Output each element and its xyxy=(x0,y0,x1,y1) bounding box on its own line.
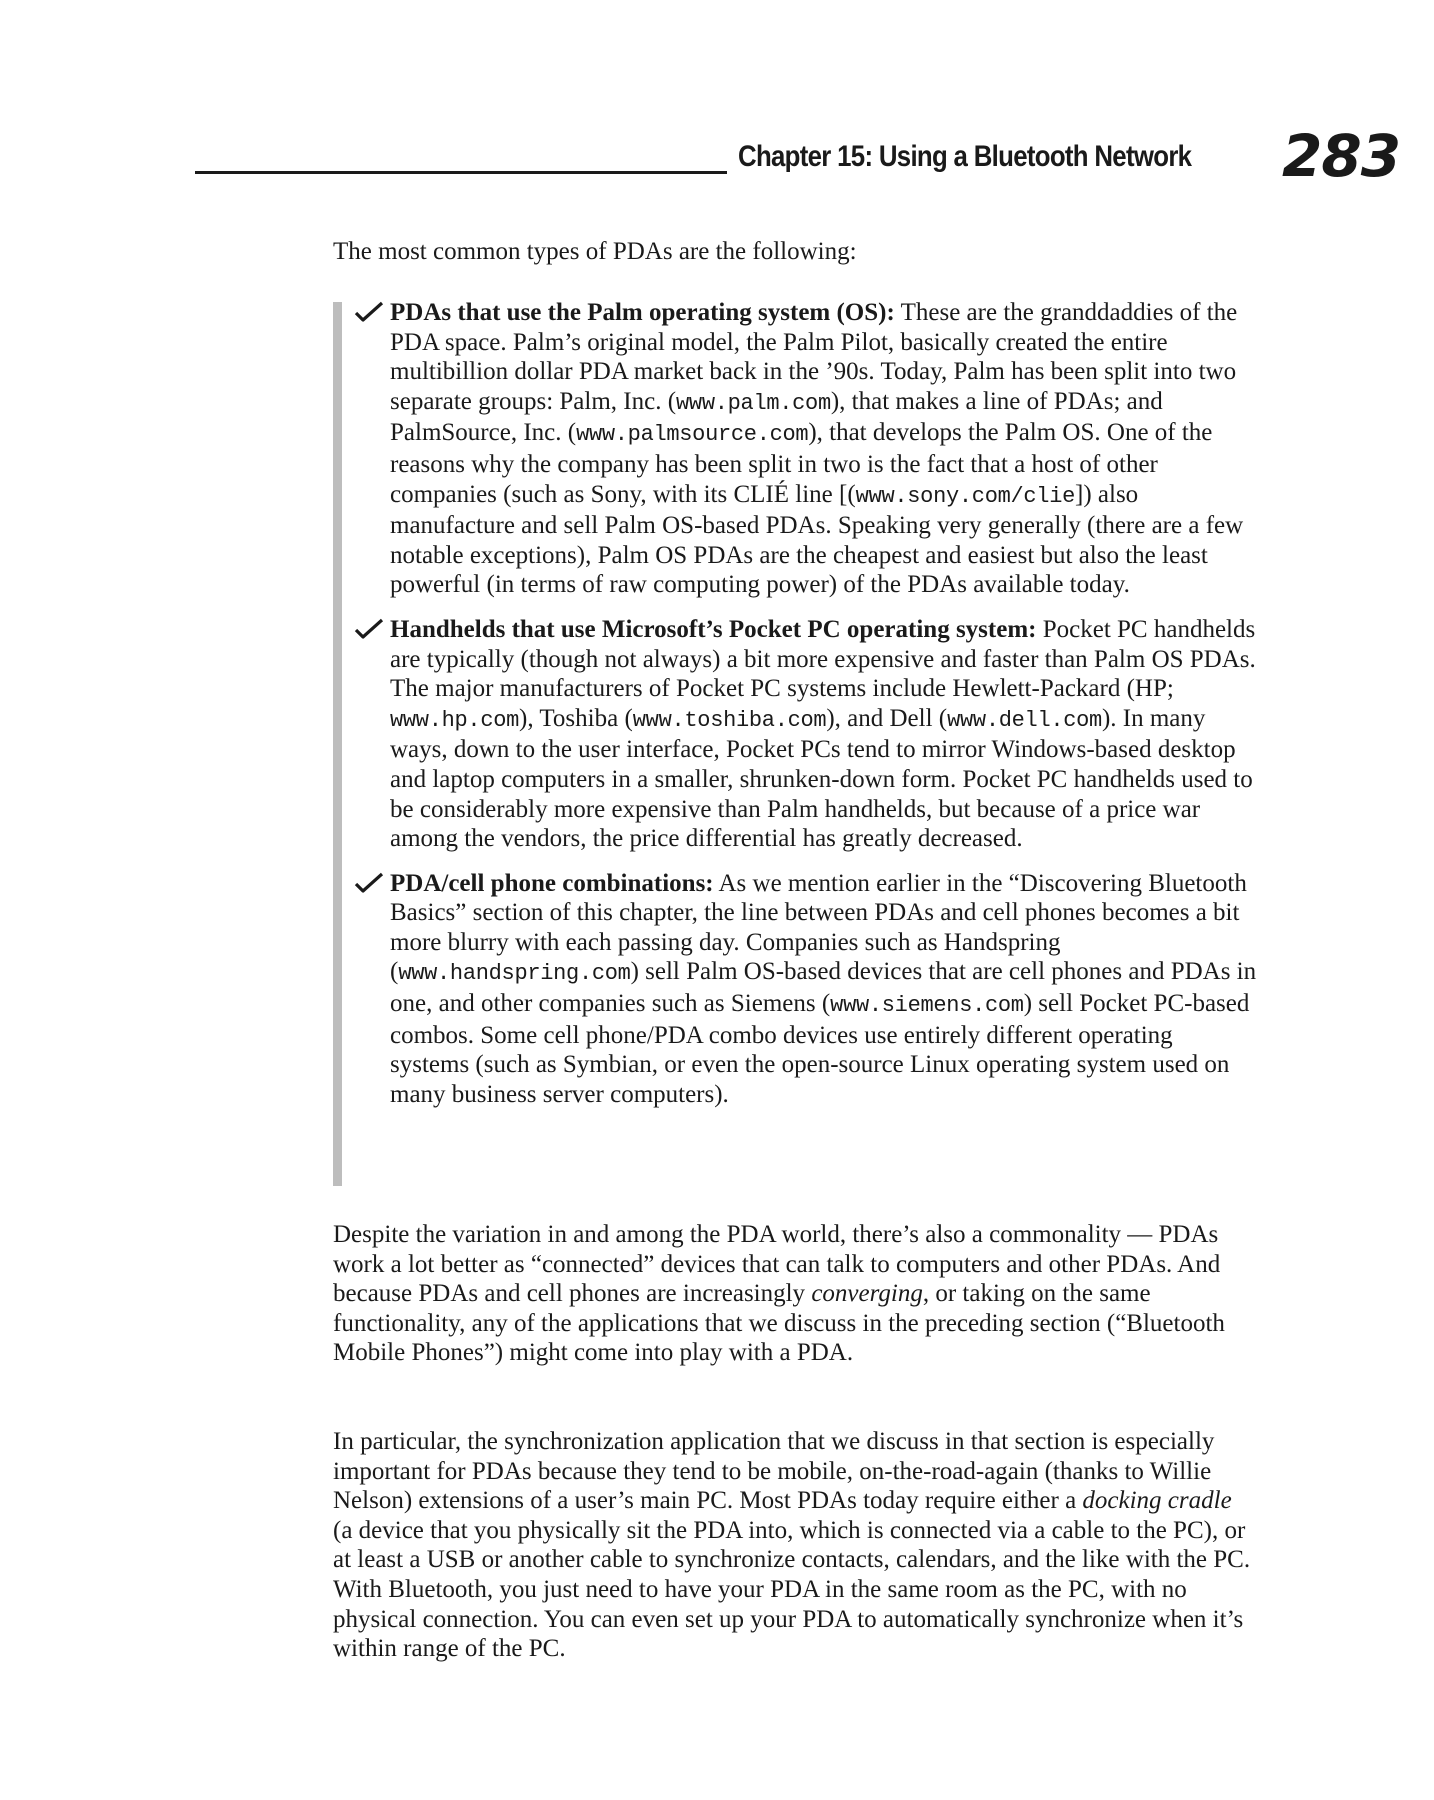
dell-url-link[interactable]: www.dell.com xyxy=(947,707,1102,733)
intro-text: The most common types of PDAs are the following: xyxy=(333,238,857,265)
siemens-url-link[interactable]: www.siemens.com xyxy=(830,993,1024,1019)
list-item: PDAs that use the Palm operating system (OS): These are the granddaddies of the PDA space. Palm’s original model, the Palm Pilot, basically created the entire multibillion dollar PDA market back in the ’90s. Today, Palm has been split into two separate groups: Palm, Inc. (www.palm.com), that makes a line of PDAs; and PalmSource, Inc. (www.palmsource.com), that develops the Palm OS. One of the reasons why the company has been split in two is the fact that a host of other companies (such as Sony, with its CLIÉ line [(www.sony.com/clie]) also manufacture and sell Palm OS-based PDAs. Speaking very generally (there are a few notable exceptions), Palm OS PDAs are the cheapest and easiest but also the least powerful (in terms of raw computing power) of the PDAs available today. xyxy=(390,298,1258,600)
toshiba-url-link[interactable]: www.toshiba.com xyxy=(632,707,827,733)
pda-types-list xyxy=(390,298,1258,1124)
list-item-term: PDAs that use the Palm operating system (OS): xyxy=(390,299,895,326)
emphasis-term: converging xyxy=(811,1280,923,1308)
hp-url-link[interactable]: www.hp.com xyxy=(390,707,520,733)
list-item-term: Handhelds that use Microsoft’s Pocket PC operating system: xyxy=(390,615,1037,643)
body-paragraph: In particular, the synchronization application that we discuss in that section is especially important for PDAs because they tend to be mobile, on-the-road-again (thanks to Willie Nelson) extensions of a user’s main PC. Most PDAs today require either a docking cradle (a device that you physically sit the PDA into, which is connected via a cable to the PC), or at least a USB or another cable to synchronize contacts, calendars, and the like with the PC. With Bluetooth, you just need to have your PDA in the same room as the PC, with no physical connection. You can even set up your PDA to automatically synchronize when it’s within range of the PC. xyxy=(333,1428,1251,1663)
checkmark-icon xyxy=(354,617,384,639)
sony-url-link[interactable]: www.sony.com/clie xyxy=(855,483,1076,509)
handspring-url-link[interactable]: www.handspring.com xyxy=(398,961,631,987)
emphasis-term: docking cradle xyxy=(1082,1487,1232,1515)
page-number: 283 xyxy=(1282,122,1401,190)
checkmark-icon xyxy=(354,871,384,893)
list-item: Handhelds that use Microsoft’s Pocket PC operating system: Pocket PC handhelds are typically (though not always) a bit more expensive and faster than Palm OS PDAs. The major manufacturers of Pocket PC systems include Hewlett-Packard (HP; www.hp.com), Toshiba (www.toshiba.com), and Dell (www.dell.com). In many ways, down to the user interface, Pocket PCs tend to mirror Windows-based desktop and laptop computers in a smaller, shrunken-down form. Pocket PC handhelds used to be considerably more expensive than Palm handhelds, but because of a price war among the vendors, the price differential has greatly decreased. xyxy=(390,615,1258,854)
checkmark-icon xyxy=(354,300,384,322)
header-rule xyxy=(195,171,727,174)
palm-url-link[interactable]: www.palm.com xyxy=(676,390,831,416)
list-margin-bar xyxy=(333,302,342,1186)
chapter-title: Chapter 15: Using a Bluetooth Network xyxy=(738,140,1192,173)
palmsource-url-link[interactable]: www.palmsource.com xyxy=(576,422,809,448)
list-item-term: PDA/cell phone combinations: xyxy=(390,869,714,897)
list-item: PDA/cell phone combinations: As we mention earlier in the “Discovering Bluetooth Basics” section of this chapter, the line between PDAs and cell phones becomes a bit more blurry with each passing day. Companies such as Handspring (www.handspring.com) sell Palm OS-based devices that are cell phones and PDAs in one, and other companies such as Siemens (www.siemens.com) sell Pocket PC-based combos. Some cell phone/PDA combo devices use entirely different operating systems (such as Symbian, or even the open-source Linux operating system used on many business server computers). xyxy=(390,869,1258,1110)
body-paragraph: Despite the variation in and among the PDA world, there’s also a commonality — PDAs work a lot better as “connected” devices that can talk to computers and other PDAs. And because PDAs and cell phones are increasingly converging, or taking on the same functionality, any of the applications that we discuss in the preceding section (“Bluetooth Mobile Phones”) might come into play with a PDA. xyxy=(333,1221,1225,1367)
